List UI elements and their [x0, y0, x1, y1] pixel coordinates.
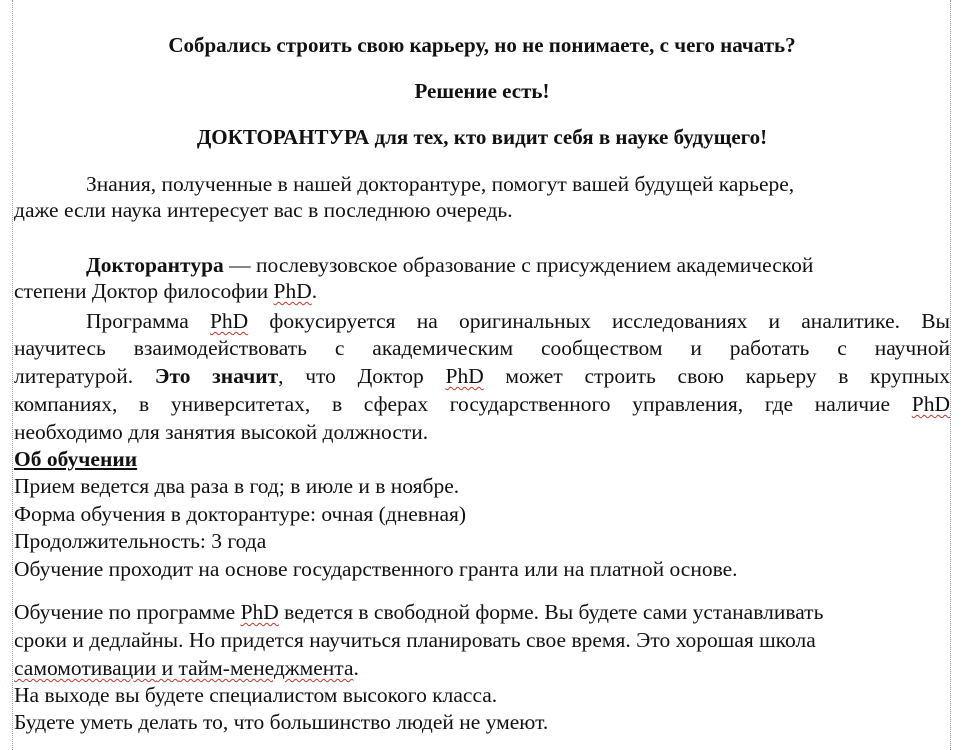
- section-title-about: Об обучении: [14, 447, 138, 471]
- phd-word: PhD: [445, 364, 484, 388]
- program-text-a: Программа: [86, 309, 210, 333]
- heading-doctorate: ДОКТОРАНТУРА для тех, кто видит себя в науке будущего!: [196, 125, 768, 149]
- freedom-line-4: На выходе вы будете специалистом высокого класса.: [14, 683, 498, 707]
- left-margin-guide: [12, 0, 13, 750]
- about-item-funding: Обучение проходит на основе государственного гранта или на платной основе.: [14, 557, 738, 581]
- freedom-text-b: ведется в свободной форме. Вы будете сами устанавливать: [278, 600, 824, 624]
- definition-text: — послевузовское образование с присуждением академической: [223, 253, 814, 277]
- freedom-line-1: [14, 599, 823, 625]
- conjunction-word: и: [156, 656, 179, 680]
- program-text-f: компаниях, в университетах, в сферах государственного управления, где наличие: [14, 392, 912, 416]
- phd-word: PhD: [273, 279, 312, 303]
- intro-line-1: Знания, полученные в нашей докторантуре, помогут вашей будущей карьере,: [86, 172, 795, 196]
- freedom-line-5: Будете уметь делать то, что большинство людей не умеют.: [14, 710, 549, 734]
- freedom-line-2: сроки и дедлайны. Но придется научиться планировать свое время. Это хорошая школа: [14, 628, 816, 652]
- freedom-line-3: [14, 655, 359, 681]
- program-line-4: [14, 391, 950, 417]
- right-margin-guide: [950, 0, 951, 750]
- program-line-1: [86, 308, 950, 334]
- self-motivation-word: самомотивации: [14, 656, 157, 680]
- phd-word: PhD: [911, 392, 950, 416]
- phd-word: PhD: [209, 309, 249, 333]
- definition-line-1: [86, 252, 813, 278]
- freedom-period: .: [353, 656, 359, 680]
- intro-line-2: даже если наука интересует вас в последнюю очередь.: [14, 198, 513, 222]
- definition-period: .: [311, 279, 318, 303]
- phd-word: PhD: [240, 600, 279, 624]
- about-item-intake: Прием ведется два раза в год; в июле и в ноябре.: [14, 474, 460, 498]
- program-line-2: научитесь взаимодействовать с академическим сообществом и работать с научной: [14, 336, 950, 360]
- program-emphasis: Это значит: [154, 364, 279, 388]
- program-line-3: [14, 363, 950, 389]
- heading-solution: Решение есть!: [414, 79, 550, 103]
- program-text-b: фокусируется на оригинальных исследованиях и аналитике. Вы: [248, 309, 951, 333]
- definition-line-2: [14, 278, 317, 304]
- freedom-text-a: Обучение по программе: [14, 600, 241, 624]
- about-item-form: Форма обучения в докторантуре: очная (дневная): [14, 502, 467, 526]
- program-text-d: , что Доктор: [278, 364, 446, 388]
- program-text-e: может строить свою карьеру в крупных: [483, 364, 950, 388]
- time-management-word: тайм-менеджмента: [178, 656, 354, 680]
- definition-degree-text: степени Доктор философии: [14, 279, 274, 303]
- heading-question: Собрались строить свою карьеру, но не понимаете, с чего начать?: [168, 33, 796, 57]
- program-line-5: необходимо для занятия высокой должности.: [14, 420, 429, 444]
- about-item-duration: Продолжительность: 3 года: [14, 529, 267, 553]
- definition-term: Докторантура: [86, 253, 224, 277]
- program-text-c: литературой.: [14, 364, 155, 388]
